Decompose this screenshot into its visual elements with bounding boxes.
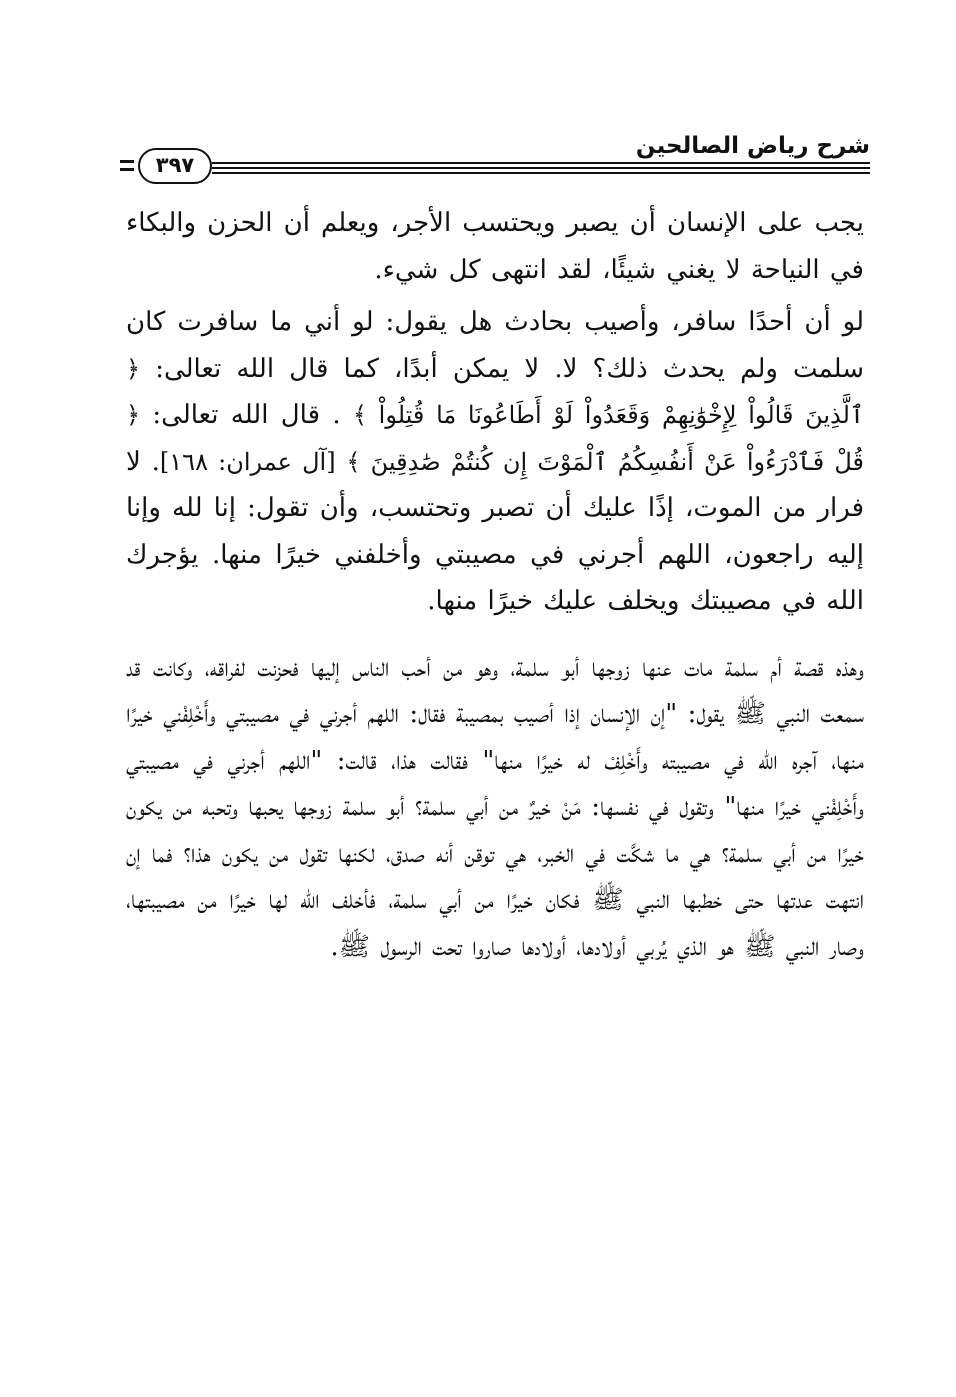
header-rule [212, 172, 870, 174]
page-body [126, 200, 864, 970]
paragraph-1: يجب على الإنسان أن يصبر ويحتسب الأجر، ويعلم أن الحزن والبكاء في النياحة لا يغني شيئًا، لقد انتهى كل شيء. [126, 208, 864, 285]
quran-verse: ﴿ قُلْ فَٱدْرَءُواْ عَنْ أَنفُسِكُمُ ٱلْمَوْتَ إِن كُنتُمْ صَٰدِقِينَ ﴾ [126, 401, 864, 476]
page-header [120, 120, 870, 190]
verse-reference: [آل عمران: ١٦٨] [159, 447, 336, 476]
paragraph-3: وهذه قصة أم سلمة مات عنها زوجها أبو سلمة، وهو من أحب الناس إليها فحزنت لفراقه، وكانت قد سمعت النبي ﷺ يقول: "إن الإنسان إذا أصيب بمصيبة فقال: اللهم أجرني في مصيبتي وأَخْلِفْني خيرًا منها، آجره الله في مصيبته وأَخْلِفْ له خيرًا منها" فقالت هذا، قالت: "اللهم أجرني في مصيبتي وأَخْلِفْني خيرًا منها" وتقول في نفسها: مَنْ خيرٌ من أبي سلمة؟ أبو سلمة زوجها يحبها وتحبه من يكون خيرًا من أبي سلمة؟ هي ما شكَّت في الخبر، هي توقن أنه صدق، لكنها تقول من يكون هذا؟ فما إن انتهت عدتها حتى خطبها النبي ﷺ فكان خيرًا من أبي سلمة، فأخلف الله لها خيرًا من مصيبتها، وصار النبي ﷺ هو الذي يُربي أولادها، أولادها صاروا تحت الرسول ﷺ. [126, 652, 864, 962]
paragraph-2 [126, 299, 864, 625]
paragraph-2-text: لو أن أحدًا سافر، وأصيب بحادث هل يقول: لو أني ما سافرت كان سلمت ولم يحدث ذلك؟ لا. لا يمكن أبدًا، كما قال الله تعالى: [126, 307, 864, 384]
quran-verse: ﴿ ٱلَّذِينَ قَالُواْ لِإِخْوَٰنِهِمْ وَقَعَدُواْ لَوْ أَطَاعُونَا مَا قُتِلُواْ ﴾ [126, 354, 865, 429]
header-ornament [120, 168, 134, 171]
book-title: شرح رياض الصالحين [635, 133, 870, 159]
header-rule [212, 167, 870, 169]
paragraph-2-text: . لا فرار من الموت، إذًا عليك أن تصبر وتحتسب، وأن تقول: إنا لله وإنا إليه راجعون، اللهم أجرني في مصيبتي وأخلفني خيرًا منها. يؤجرك الله في مصيبتك ويخلف عليك خيرًا منها. [126, 446, 864, 616]
header-rule [212, 162, 870, 164]
paragraph-2-text: . قال الله تعالى: [152, 400, 341, 430]
header-ornament [120, 160, 134, 163]
page-number: ٣٩٧ [138, 148, 212, 184]
